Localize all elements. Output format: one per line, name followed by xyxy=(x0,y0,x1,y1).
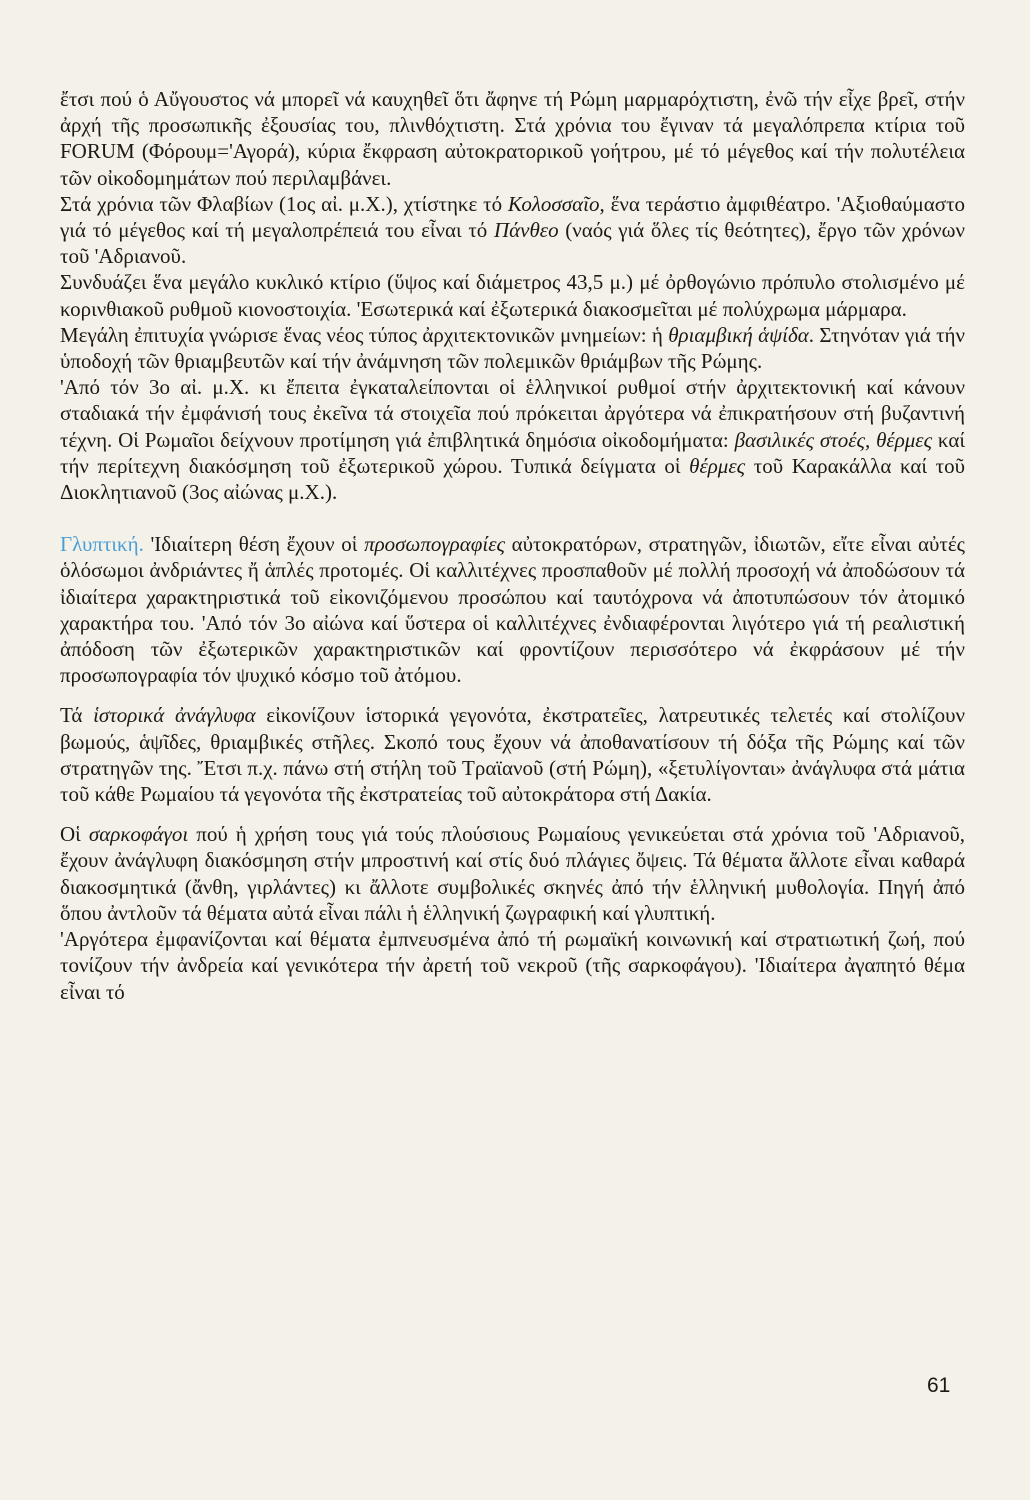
text-run: . Στηνόταν γιά τήν ὑποδοχή τῶν θριαμβευτῶν καί τήν ἀνάμνηση τῶν πολεμικῶν θριάμβων τῆς Ρώμης. xyxy=(60,322,966,374)
paragraph-sculpture xyxy=(60,531,965,688)
text-run: , ἕνα τεράστιο ἀμφιθέατρο. 'Αξιοθαύμαστο γιά τό μέγεθος καί τή μεγαλοπρέπειά του εἶναι τό xyxy=(60,191,966,243)
section-heading: Γλυπτική. xyxy=(60,532,144,557)
text-run: 'Από τόν 3ο αἰ. μ.Χ. κι ἔπειτα ἐγκαταλείπονται οἱ ἑλληνικοί ρυθμοί στήν ἀρχιτεκτονική καί κάνουν σταδιακά τήν ἐμφάνισή τους ἐκεῖνα τά στοιχεῖα πού πρόκειται ἀργότερα νά ἐπικρατήσουν στή βυζαντινή τέχνη. Οἱ Ρωμαῖοι δείχνουν προτίμηση γιά ἐπιβλητικά δημόσια οἰκοδομήματα: xyxy=(60,375,965,452)
text-run: Μεγάλη ἐπιτυχία γνώρισε ἕνας νέος τύπος ἀρχιτεκτονικῶν μνημείων: ἡ xyxy=(60,322,669,347)
italic-term: βασιλικές στοές, θέρμες xyxy=(734,427,933,452)
paragraph-sarcophagi xyxy=(60,821,965,926)
text-run: καί τήν περίτεχνη διακόσμηση τοῦ ἐξωτερικοῦ χώρου. Τυπικά δείγματα οἱ xyxy=(60,427,965,478)
text-run: Στά χρόνια τῶν Φλαβίων (1ος αἰ. μ.Χ.), χτίστηκε τό xyxy=(60,191,508,216)
text-run: πού ἡ χρήση τους γιά τούς πλούσιους Ρωμαίους γενικεύεται στά χρόνια τοῦ 'Αδριανοῦ, ἔχουν ἀνάγλυφη διακόσμηση στήν μπροστινή καί στίς δυό πλάγιες ὄψεις. Τά θέματα ἄλλοτε εἶναι καθαρά διακοσμητικά (ἄνθη, γιρλάντες) κι ἄλλοτε συμβολικές σκηνές ἀπό τήν ἑλληνική μυθολογία. Πηγή ἀπό ὅπου ἀντλοῦν τά θέματα αὐτά εἶναι πάλι ἡ ἑλληνική ζωγραφική καί γλυπτική. xyxy=(60,822,965,925)
text-run: 'Αργότερα ἐμφανίζονται καί θέματα ἐμπνευσμένα ἀπό τή ρωμαϊκή κοινωνική καί στρατιωτική ζωή, πού τονίζουν τήν ἀνδρεία καί γενικότερα τήν ἀρετή τοῦ νεκροῦ (τῆς σαρκοφάγου). 'Ιδιαίτερα ἀγαπητό θέμα εἶναι τό xyxy=(60,927,965,1004)
italic-term: Πάνθεο xyxy=(493,218,559,243)
italic-term: ἱστορικά ἀνάγλυφα xyxy=(93,703,256,728)
paragraph-third-century xyxy=(60,374,965,505)
text-run: Συνδυάζει ἕνα μεγάλο κυκλικό κτίριο (ὕψος καί διάμετρος 43,5 μ.) μέ ὀρθογώνιο πρόπυλο στολισμένο μέ κορινθιακοῦ ρυθμοῦ κιονοστοιχία. 'Εσωτερικά καί ἐξωτερικά διακοσμεῖται μέ πολύχρωμα μάρμαρα. xyxy=(60,270,965,321)
text-run: αὐτοκρατόρων, στρατηγῶν, ἰδιωτῶν, εἴτε εἶναι αὐτές ὁλόσωμοι ἀνδριάντες ἤ ἁπλές προτομές. Οἱ καλλιτέχνες προσπαθοῦν μέ πολλή προσοχή νά ἀποδώσουν τά ἰδιαίτερα χαρακτηριστικά τοῦ εἰκονιζόμενου προσώπου καί ταυτόχρονα νά ἀποτυπώσουν τόν ἀτομικό χαρακτήρα του. 'Από τόν 3ο αἰώνα καί ὕστερα οἱ καλλιτέχνες ἐνδιαφέρονται λιγότερο γιά τή ρεαλιστική ἀπόδοση τῶν ἐξωτερικῶν χαρακτηριστικῶν καί φροντίζουν περισσότερο νά ἐκφράσουν μέ τήν προσωπογραφία τόν ψυχικό κόσμο τοῦ ἀτόμου. xyxy=(60,532,965,688)
italic-term: Κολοσσαῖο xyxy=(507,191,600,216)
paragraph-historical-reliefs xyxy=(60,702,965,807)
paragraph-colosseum xyxy=(60,191,965,270)
text-run: εἰκονίζουν ἱστορικά γεγονότα, ἐκστρατεῖες, λατρευτικές τελετές καί στολίζουν βωμούς, ἁψῖδες, θριαμβικές στῆλες. Σκοπό τους ἔχουν νά ἀποθανατίσουν τή δόξα τῆς Ρώμης καί τῶν στρατηγῶν της. Ἔτσι π.χ. πάνω στή στήλη τοῦ Τραϊανοῦ (στή Ρώμη), «ξετυλίγονται» ἀνάγλυφα στά μάτια τοῦ κάθε Ρωμαίου τά γεγονότα τῆς ἐκστρατείας τοῦ αὐτοκράτορα στή Δακία. xyxy=(60,703,965,807)
italic-term: θριαμβική ἁψίδα xyxy=(668,322,809,347)
text-run: τοῦ Καρακάλλα καί τοῦ Διοκλητιανοῦ (3ος αἰώνας μ.Χ.). xyxy=(60,453,965,505)
paragraph-pantheon xyxy=(60,269,965,321)
paragraph-later-themes xyxy=(60,926,965,1005)
page-number: 61 xyxy=(927,1374,951,1397)
paragraph-augustus xyxy=(60,86,965,191)
italic-term: θέρμες xyxy=(689,453,746,478)
italic-term: προσωπογραφίες xyxy=(364,532,506,557)
text-run: ἔτσι πού ὁ Αὔγουστος νά μπορεῖ νά καυχηθεῖ ὅτι ἄφηνε τή Ρώμη μαρμαρόχτιστη, ἐνῶ τήν εἶχε βρεῖ, στήν ἀρχή τῆς προσωπικῆς ἐξουσίας του, πλινθόχτιστη. Στά χρόνια του ἔγιναν τά μεγαλόπρεπα κτίρια τοῦ FORUM (Φόρουμ='Αγορά), κύρια ἔκφραση αὐτοκρατορικοῦ γοήτρου, μέ τό μέγεθος καί τήν πολυτέλεια τῶν οἰκοδομημάτων πού περιλαμβάνει. xyxy=(60,87,965,190)
italic-term: σαρκοφάγοι xyxy=(88,822,189,847)
text-run: 'Ιδιαίτερη θέση ἔχουν οἱ xyxy=(143,532,365,557)
text-run: Οἱ xyxy=(60,822,89,847)
page-body xyxy=(60,86,965,1005)
paragraph-triumphal-arch xyxy=(60,322,965,374)
text-run: Τά xyxy=(60,703,94,728)
text-run: (ναός γιά ὅλες τίς θεότητες), ἔργο τῶν χρόνων τοῦ 'Αδριανοῦ. xyxy=(60,218,965,269)
